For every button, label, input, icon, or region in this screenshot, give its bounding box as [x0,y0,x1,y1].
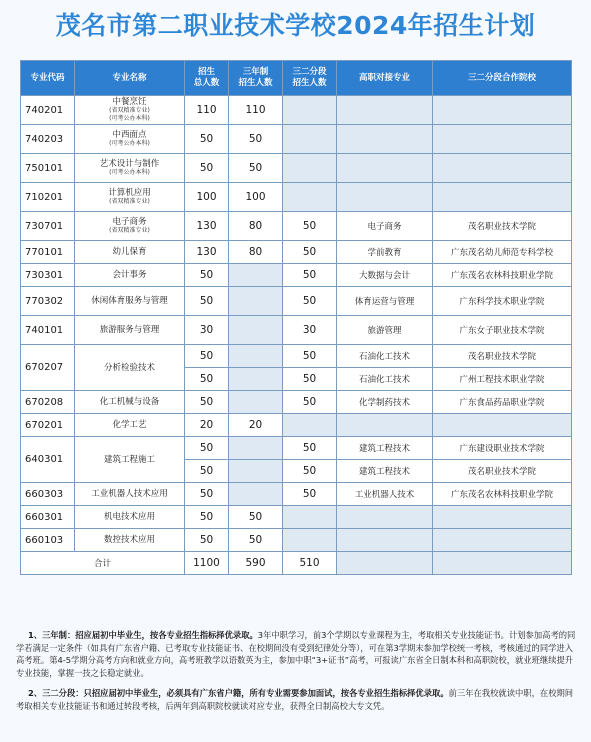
cell-college: 茂名职业技术学院 [433,212,572,241]
cell-code: 670201 [21,414,75,437]
cell-three [229,345,283,368]
cell-total: 50 [185,345,229,368]
table-row [21,506,572,529]
cell-major: 计算机应用 (省双精准专业) [75,183,185,212]
total-all: 1100 [185,552,229,575]
table-row [21,437,572,460]
cell-college: 广东建设职业技术学院 [433,437,572,460]
total-college-empty [433,552,572,575]
cell-higher: 体育运营与管理 [337,287,433,316]
cell-total: 50 [185,125,229,154]
table-row [21,154,572,183]
cell-code: 770302 [21,287,75,316]
cell-major: 旅游服务与管理 [75,316,185,345]
note-three-year [16,629,576,679]
cell-code: 670208 [21,391,75,414]
table-header-row [21,61,572,96]
note-split [16,687,576,712]
cell-split [283,154,337,183]
cell-split [283,529,337,552]
cell-split [283,96,337,125]
cell-college [433,529,572,552]
cell-split: 50 [283,241,337,264]
cell-college: 广东食品药品职业学院 [433,391,572,414]
table-row [21,529,572,552]
cell-total: 50 [185,437,229,460]
note-three-year-heading: 1、三年制：招应届初中毕业生，按各专业招生指标择优录取。 [28,630,258,640]
cell-higher [337,154,433,183]
cell-total: 100 [185,183,229,212]
cell-three [229,483,283,506]
header-split: 三二分段 招生人数 [283,61,337,96]
cell-college: 茂名职业技术学院 [433,345,572,368]
total-three: 590 [229,552,283,575]
cell-college: 广东科学技术职业学院 [433,287,572,316]
cell-college: 茂名职业技术学院 [433,460,572,483]
cell-three: 80 [229,212,283,241]
cell-code: 770101 [21,241,75,264]
cell-code: 640301 [21,437,75,483]
cell-three [229,437,283,460]
cell-higher: 学前教育 [337,241,433,264]
cell-total: 50 [185,368,229,391]
table-row [21,316,572,345]
cell-major: 会计事务 [75,264,185,287]
cell-code: 670207 [21,345,75,391]
cell-three: 50 [229,125,283,154]
cell-higher [337,125,433,154]
cell-total: 50 [185,460,229,483]
cell-college: 广州工程技术职业学院 [433,368,572,391]
cell-total: 130 [185,212,229,241]
cell-major: 休闲体育服务与管理 [75,287,185,316]
cell-code: 660303 [21,483,75,506]
header-higher-major: 高职对接专业 [337,61,433,96]
cell-split [283,125,337,154]
total-higher-empty [337,552,433,575]
table-row [21,241,572,264]
note-three-year-body: 3年中职学习，前3个学期以专业课程为主，考取相关专业技能证书。计划参加高考的同学若满足一定条件（如具有广东省户籍、已考取专业技能证书、在校期间没有受到纪律处分等），可在第3学期末参加学校统一考核，考核通过的同学进入高考班。第4-5学期分高考方向和就业方向，高考班教学以语数英为主，参加中职“3+证书”高考，可报读广东省全日制本科和高职院校，就业班继续提升专业技能，掌握一技之长稳定就业。 [16,630,576,678]
cell-higher: 工业机器人技术 [337,483,433,506]
cell-college [433,183,572,212]
cell-split [283,183,337,212]
cell-code: 740203 [21,125,75,154]
notes-section [16,629,576,721]
cell-higher: 电子商务 [337,212,433,241]
cell-major: 艺术设计与制作 (可考公办本科) [75,154,185,183]
cell-major: 中西面点 (可考公办本科) [75,125,185,154]
cell-higher: 旅游管理 [337,316,433,345]
cell-code: 730301 [21,264,75,287]
cell-college: 广东茂名农林科技职业学院 [433,264,572,287]
cell-total: 50 [185,287,229,316]
cell-split: 50 [283,483,337,506]
cell-split: 30 [283,316,337,345]
cell-three [229,391,283,414]
total-label: 合计 [21,552,185,575]
cell-three: 20 [229,414,283,437]
enrollment-table [20,60,572,575]
cell-split: 50 [283,460,337,483]
cell-code: 730701 [21,212,75,241]
cell-split [283,414,337,437]
table-row [21,264,572,287]
cell-code: 740101 [21,316,75,345]
cell-higher [337,506,433,529]
cell-split: 50 [283,264,337,287]
cell-code: 660301 [21,506,75,529]
cell-higher: 建筑工程技术 [337,437,433,460]
table-row [21,287,572,316]
table-row [21,183,572,212]
cell-code: 660103 [21,529,75,552]
header-three-year: 三年制 招生人数 [229,61,283,96]
cell-code: 750101 [21,154,75,183]
note-split-heading: 2、三二分段：只招应届初中毕业生，必须具有广东省户籍，所有专业需要参加面试，按各专业招生指标择优录取。 [28,688,449,699]
cell-college: 广东茂名幼儿师范专科学校 [433,241,572,264]
cell-split: 50 [283,368,337,391]
enrollment-table-wrap [20,60,571,575]
table-row [21,414,572,437]
cell-split: 50 [283,212,337,241]
table-row [21,125,572,154]
page-title: 茂名市第二职业技术学校2024年招生计划 [55,11,536,40]
cell-code: 740201 [21,96,75,125]
cell-three: 80 [229,241,283,264]
cell-college [433,125,572,154]
cell-major: 幼儿保育 [75,241,185,264]
cell-total: 50 [185,483,229,506]
header-name: 专业名称 [75,61,185,96]
cell-three: 110 [229,96,283,125]
table-row [21,345,572,368]
cell-total: 50 [185,391,229,414]
cell-college: 广东女子职业技术学院 [433,316,572,345]
cell-higher: 大数据与会计 [337,264,433,287]
cell-three [229,368,283,391]
cell-college [433,506,572,529]
cell-three [229,264,283,287]
header-code: 专业代码 [21,61,75,96]
cell-major: 机电技术应用 [75,506,185,529]
cell-three [229,316,283,345]
table-row [21,391,572,414]
cell-higher: 石油化工技术 [337,368,433,391]
note-split-body: 前三年在我校就读中职，在校期间考取相关专业技能证书和通过转段考核，后两年到高职院校就读对应专业，获得全日制高校大专文凭。 [16,688,574,711]
cell-total: 130 [185,241,229,264]
cell-higher [337,96,433,125]
cell-major: 建筑工程施工 [75,437,185,483]
table-row [21,96,572,125]
cell-college [433,154,572,183]
cell-split: 50 [283,287,337,316]
cell-major: 化工机械与设备 [75,391,185,414]
cell-total: 20 [185,414,229,437]
cell-split [283,506,337,529]
cell-three: 50 [229,529,283,552]
cell-split: 50 [283,391,337,414]
header-college: 三二分段合作院校 [433,61,572,96]
cell-college [433,414,572,437]
table-row [21,483,572,506]
cell-split: 50 [283,437,337,460]
cell-major: 工业机器人技术应用 [75,483,185,506]
cell-total: 50 [185,506,229,529]
cell-college: 广东茂名农林科技职业学院 [433,483,572,506]
cell-higher: 石油化工技术 [337,345,433,368]
cell-total: 50 [185,529,229,552]
cell-total: 50 [185,264,229,287]
cell-major: 电子商务 (省双精准专业) [75,212,185,241]
header-total: 招生 总人数 [185,61,229,96]
total-split: 510 [283,552,337,575]
cell-three [229,287,283,316]
cell-college [433,96,572,125]
cell-total: 30 [185,316,229,345]
cell-higher [337,529,433,552]
cell-major: 化学工艺 [75,414,185,437]
cell-split: 50 [283,345,337,368]
cell-major: 数控技术应用 [75,529,185,552]
cell-higher: 化学制药技术 [337,391,433,414]
cell-three: 100 [229,183,283,212]
table-row [21,212,572,241]
total-row [21,552,572,575]
cell-code: 710201 [21,183,75,212]
cell-total: 110 [185,96,229,125]
cell-higher [337,183,433,212]
cell-total: 50 [185,154,229,183]
cell-three: 50 [229,506,283,529]
cell-three [229,460,283,483]
cell-three: 50 [229,154,283,183]
cell-major: 分析检验技术 [75,345,185,391]
cell-higher [337,414,433,437]
cell-higher: 建筑工程技术 [337,460,433,483]
cell-major: 中餐烹饪 (省双精准专业) (可考公办本科) [75,96,185,125]
